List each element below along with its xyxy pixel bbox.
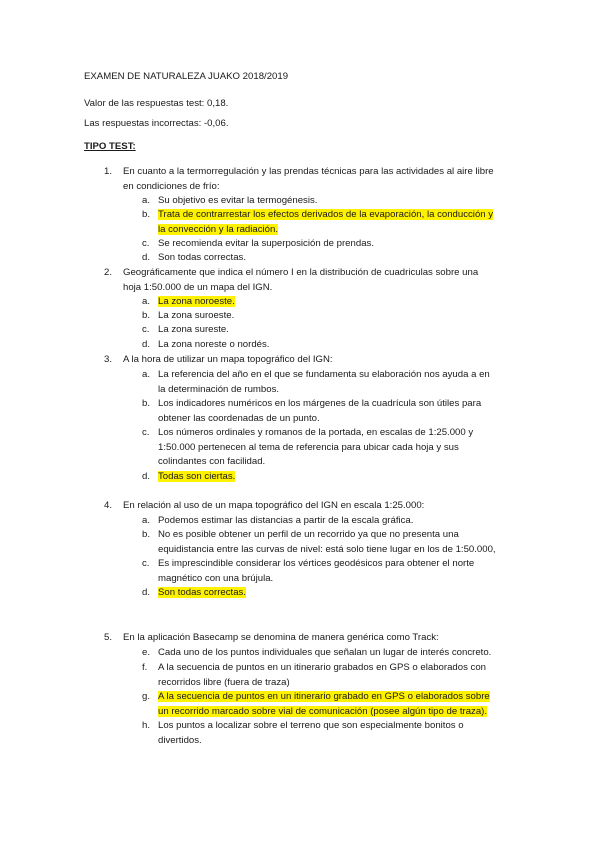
question-text	[123, 165, 523, 194]
question-text-line: En cuanto a la termorregulación y las prendas técnicas para las actividades al aire libre	[123, 166, 494, 177]
option-text	[158, 323, 518, 338]
option-letter: d.	[142, 587, 151, 598]
option-letter: c.	[142, 238, 150, 249]
correct-answer-value: Valor de las respuestas test: 0,18.	[84, 98, 229, 109]
option-text	[158, 338, 518, 353]
option-letter: b.	[142, 529, 151, 540]
question-text-line: en condiciones de frío:	[123, 180, 220, 192]
option-letter: d.	[142, 339, 151, 350]
option-letter: d.	[142, 252, 151, 263]
option-letter: a.	[142, 296, 151, 307]
option-text	[158, 426, 518, 470]
option-text-line: colindantes con facilidad.	[158, 456, 266, 467]
option-letter: b.	[142, 310, 151, 321]
question-text-line: Geográficamente que indica el número I en la distribución de cuadriculas sobre una	[123, 267, 479, 278]
option-text	[158, 557, 518, 586]
option-text	[158, 470, 518, 485]
option-text-line: divertidos.	[158, 734, 202, 746]
option-text-line: La zona suroeste.	[158, 310, 235, 321]
option-text-line: A la secuencia de puntos en un itinerario grabados en GPS o elaborados con	[158, 662, 487, 673]
highlighted-correct-answer: la convección y la radiación.	[158, 223, 278, 235]
question-text-line: En relación al uso de un mapa topográfico del IGN en escala 1:25.000:	[123, 500, 425, 511]
option-text	[158, 646, 518, 661]
option-letter: a.	[142, 515, 151, 526]
question-number: 2.	[104, 267, 113, 278]
option-text	[158, 368, 518, 397]
option-text-line: Podemos estimar las distancias a partir de la escala gráfica.	[158, 515, 414, 526]
question-text-line: En la aplicación Basecamp se denomina de manera genérica como Track:	[123, 632, 439, 643]
option-text	[158, 586, 518, 601]
option-text	[158, 251, 518, 266]
option-letter: b.	[142, 209, 151, 220]
option-text-line: Es imprescindible considerar los vértices geodésicos para obtener el norte	[158, 558, 475, 569]
exam-title: EXAMEN DE NATURALEZA JUAKO 2018/2019	[84, 71, 289, 82]
section-heading: TIPO TEST:	[84, 141, 136, 152]
option-letter: a.	[142, 195, 151, 206]
option-text-line: 1:50.000 pertenecen al tema de referencia para ubicar cada hoja y sus	[158, 441, 459, 453]
highlighted-correct-answer: un recorrido marcado sobre vial de comunicación (posee algún tipo de traza).	[158, 705, 488, 717]
option-letter: c.	[142, 558, 150, 569]
option-text	[158, 237, 518, 252]
question-number: 5.	[104, 632, 113, 643]
question-text	[123, 631, 523, 646]
question-number: 1.	[104, 166, 113, 177]
option-letter: h.	[142, 720, 151, 731]
question-text	[123, 353, 523, 368]
question-number: 4.	[104, 500, 113, 511]
question-text	[123, 499, 523, 514]
option-text	[158, 719, 518, 748]
option-text	[158, 528, 518, 557]
option-text	[158, 514, 518, 529]
option-letter: a.	[142, 369, 151, 380]
option-letter: f.	[142, 662, 148, 673]
option-letter: c.	[142, 427, 150, 438]
option-text-line: La zona sureste.	[158, 324, 229, 335]
question-text-line: A la hora de utilizar un mapa topográfico del IGN:	[123, 354, 333, 365]
highlighted-correct-answer: Son todas correctas.	[158, 587, 246, 598]
question-number: 3.	[104, 354, 113, 365]
question-text-line: hoja 1:50.000 de un mapa del IGN.	[123, 281, 273, 293]
option-text-line: recorridos libre (fuera de traza)	[158, 676, 290, 688]
option-letter: g.	[142, 691, 151, 702]
option-text	[158, 208, 518, 237]
option-letter: d.	[142, 471, 151, 482]
option-text-line: La referencia del año en el que se fundamenta su elaboración nos ayuda a en	[158, 369, 490, 380]
highlighted-correct-answer: Todas son ciertas.	[158, 471, 236, 482]
option-text	[158, 309, 518, 324]
option-text	[158, 690, 518, 719]
option-text-line: equidistancia entre las curvas de nivel: está solo tiene lugar en los de 1:50.000,	[158, 543, 496, 555]
option-text-line: Su objetivo es evitar la termogénesis.	[158, 195, 318, 206]
option-text	[158, 194, 518, 209]
option-text-line: Los indicadores numéricos en los márgenes de la cuadrícula son útiles para	[158, 398, 482, 409]
option-text-line: Los números ordinales y romanos de la portada, en escalas de 1:25.000 y	[158, 427, 474, 438]
option-text-line: la determinación de rumbos.	[158, 383, 280, 395]
option-letter: c.	[142, 324, 150, 335]
option-text-line: obtener las coordenadas de un punto.	[158, 412, 320, 424]
option-text-line: magnético con una brújula.	[158, 572, 274, 584]
incorrect-answer-value: Las respuestas incorrectas: -0,06.	[84, 118, 229, 129]
option-text-line: Cada uno de los puntos individuales que señalan un lugar de interés concreto.	[158, 647, 492, 658]
option-text	[158, 397, 518, 426]
highlighted-correct-answer: La zona noroeste.	[158, 296, 235, 307]
option-text-line: No es posible obtener un perfil de un recorrido ya que no presenta una	[158, 529, 459, 540]
option-letter: e.	[142, 647, 151, 658]
option-text	[158, 661, 518, 690]
option-text-line: Se recomienda evitar la superposición de prendas.	[158, 238, 374, 249]
question-text	[123, 266, 523, 295]
highlighted-correct-answer: A la secuencia de puntos en un itinerario grabado en GPS o elaborados sobre	[158, 691, 490, 702]
highlighted-correct-answer: Trata de contrarrestar los efectos derivados de la evaporación, la conducción y	[158, 209, 494, 220]
option-text-line: Los puntos a localizar sobre el terreno que son especialmente bonitos o	[158, 720, 464, 731]
option-text-line: La zona noreste o nordés.	[158, 339, 270, 350]
option-text-line: Son todas correctas.	[158, 252, 246, 263]
option-text	[158, 295, 518, 310]
option-letter: b.	[142, 398, 151, 409]
